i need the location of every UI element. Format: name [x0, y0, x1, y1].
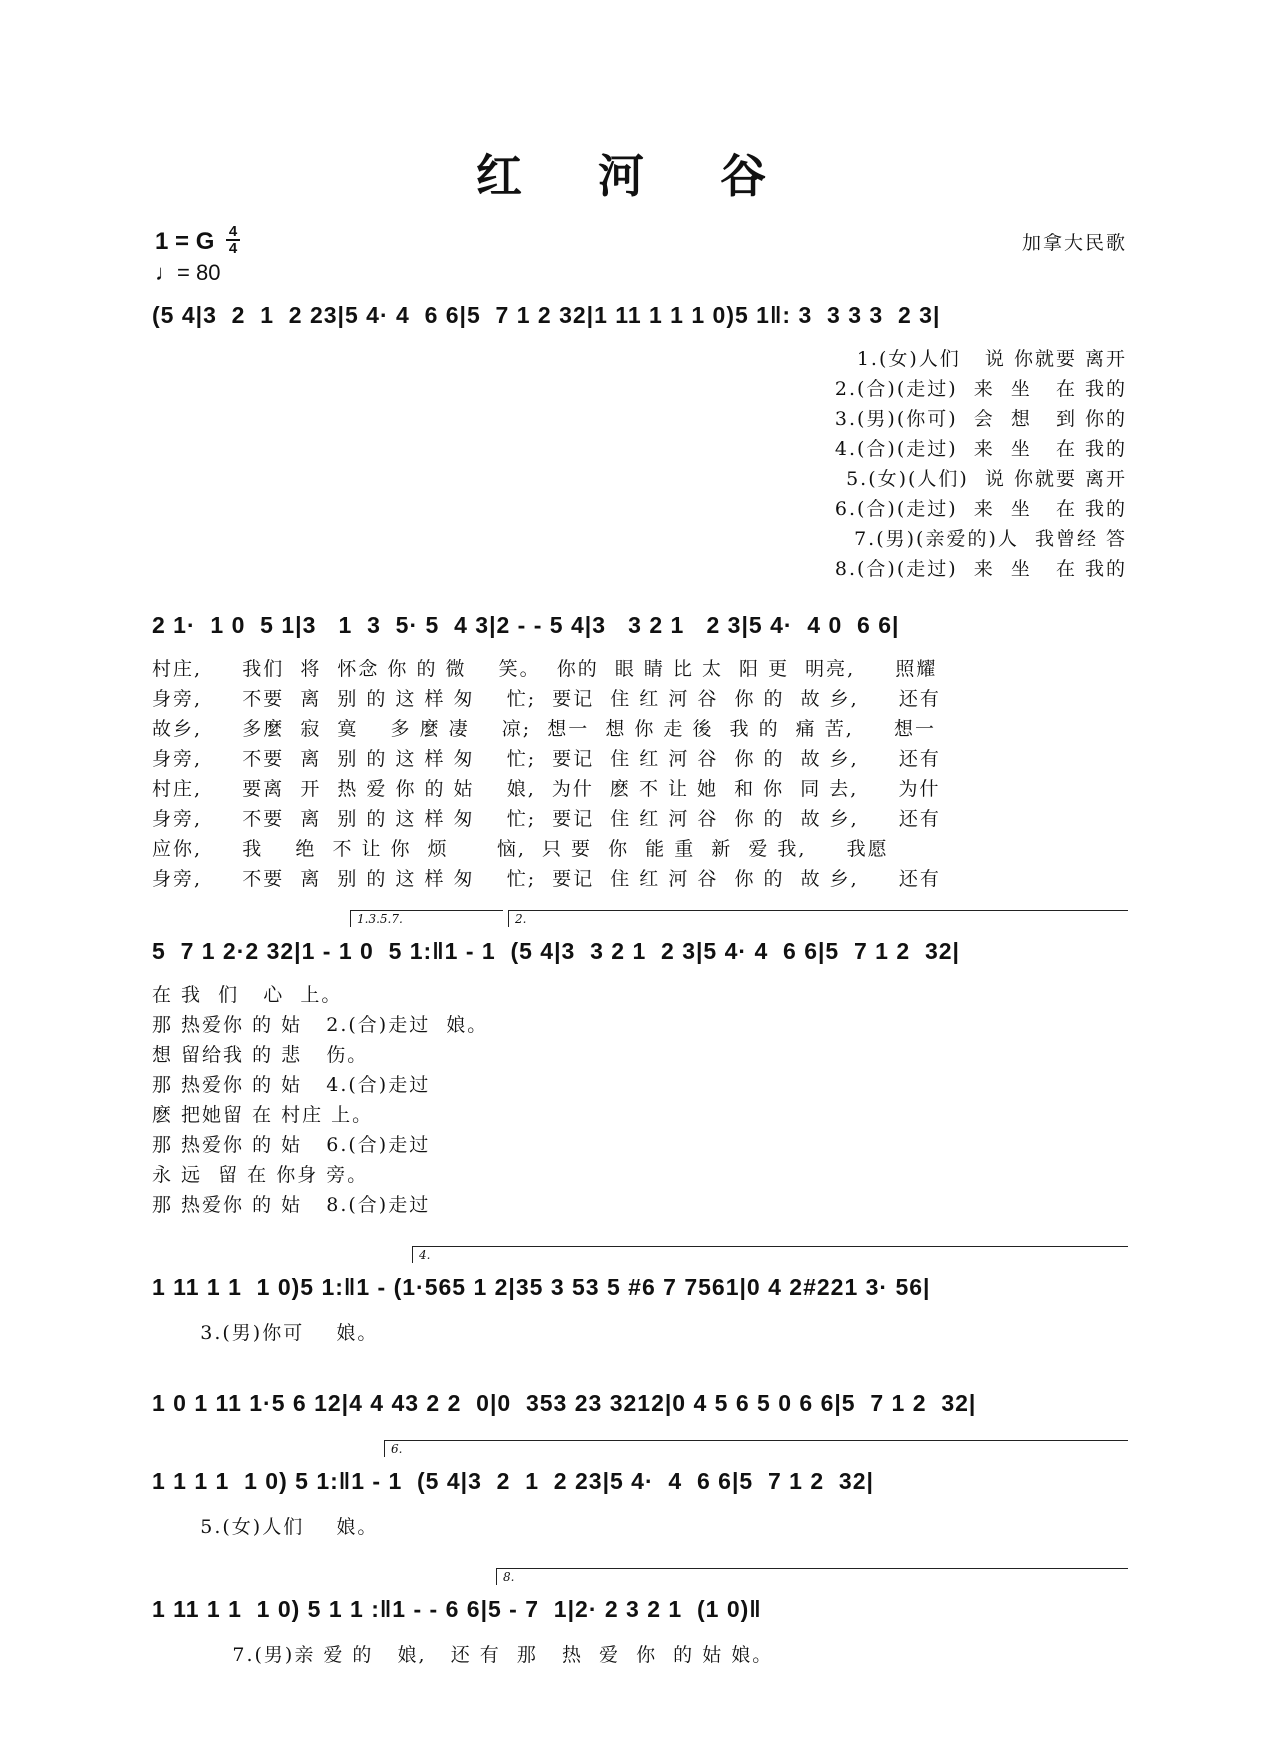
notes-line: 1 1 1 1 1 0) 5 1:‖1 - 1 (5 4|3 2 1 2 23|5 4· 4 6 6|5 7 1 2 32|: [152, 1468, 874, 1494]
lyric-line: 那 热爱你 的 姑 8.(合)走过: [152, 1194, 431, 1216]
notes-line: 1 11 1 1 1 0)5 1:‖1 - (1·565 1 2|35 3 53 5 #6 7 7561|0 4 2#221 3· 56|: [152, 1274, 931, 1300]
volta-label: 8.: [503, 1570, 515, 1584]
system-7: [152, 1568, 1127, 1678]
volta-bracket: [508, 910, 1128, 927]
lyric-line: 1.(女)人们 说 你就要 离开: [856, 348, 1127, 370]
lyric-line: 身旁, 不要 离 别 的 这 样 匆 忙; 要记 住 红 河 谷 你 的 故 乡, 还有: [152, 808, 941, 830]
time-signature: [226, 224, 240, 256]
key-signature: 1 = G: [155, 228, 215, 255]
lyric-line: 7.(男)亲 爱 的 娘, 还 有 那 热 爱 你 的 姑 娘。: [152, 1644, 774, 1666]
system-2: [152, 612, 1127, 902]
lyric-line: 2.(合)(走过) 来 坐 在 我的: [834, 378, 1127, 400]
lyric-line: 8.(合)(走过) 来 坐 在 我的: [834, 558, 1127, 580]
notes-line: 1 11 1 1 1 0) 5 1 1 :‖1 - - 6 6|5 - 7 1|2· 2 3 2 1 (1 0)‖: [152, 1596, 762, 1622]
volta-bracket: [412, 1246, 1128, 1263]
lyric-line: 在 我 们 心 上。: [152, 984, 343, 1006]
lyric-line: 5.(女)人们 娘。: [152, 1516, 379, 1538]
song-title: 红 河 谷: [475, 149, 797, 203]
volta-bracket: [384, 1440, 1128, 1457]
tempo-marking: ♩= 80: [155, 260, 221, 285]
lyric-line: 3.(男)你可 娘。: [152, 1322, 379, 1344]
notes-line: 5 7 1 2·2 32|1 - 1 0 5 1:‖1 - 1 (5 4|3 3 2 1 2 3|5 4· 4 6 6|5 7 1 2 32|: [152, 938, 960, 964]
lyric-line: 6.(合)(走过) 来 坐 在 我的: [834, 498, 1127, 520]
volta-label: 6.: [391, 1442, 403, 1456]
time-signature-bottom: 4: [228, 240, 238, 257]
system-1: [152, 302, 1127, 602]
volta-bracket: [350, 910, 503, 927]
lyric-line: 故乡, 多麼 寂 寞 多 麼 凄 凉; 想一 想 你 走 後 我 的 痛 苦, 想一: [152, 718, 936, 740]
lyric-line: 3.(男)(你可) 会 想 到 你的: [834, 408, 1127, 430]
volta-label: 1.3.5.7.: [357, 912, 403, 926]
composer: 加拿大民歌: [1021, 232, 1127, 254]
lyric-line: 麽 把她留 在 村庄 上。: [152, 1104, 374, 1126]
time-signature-top: 4: [228, 223, 238, 240]
lyric-line: 想 留给我 的 悲 伤。: [152, 1044, 369, 1066]
lyric-line: 身旁, 不要 离 别 的 这 样 匆 忙; 要记 住 红 河 谷 你 的 故 乡, 还有: [152, 868, 941, 890]
notes-line: 2 1· 1 0 5 1|3 1 3 5· 5 4 3|2 - - 5 4|3 3 2 1 2 3|5 4· 4 0 6 6|: [152, 612, 900, 638]
lyric-line: 那 热爱你 的 姑 6.(合)走过: [152, 1134, 431, 1156]
lyric-line: 那 热爱你 的 姑 4.(合)走过: [152, 1074, 431, 1096]
lyric-line: 4.(合)(走过) 来 坐 在 我的: [834, 438, 1127, 460]
system-3: [152, 910, 1127, 1216]
volta-label: 2.: [515, 912, 527, 926]
notes-line: (5 4|3 2 1 2 23|5 4· 4 6 6|5 7 1 2 32|1 11 1 1 1 0)5 1‖: 3 3 3 3 2 3|: [152, 302, 941, 328]
lyric-line: 永 远 留 在 你身 旁。: [152, 1164, 369, 1186]
lyric-line: 7.(男)(亲爱的)人 我曾经 答: [854, 528, 1127, 550]
notes-line: 1 0 1 11 1·5 6 12|4 4 43 2 2 0|0 353 23 3212|0 4 5 6 5 0 6 6|5 7 1 2 32|: [152, 1390, 977, 1416]
system-5: [152, 1380, 1127, 1430]
volta-label: 4.: [419, 1248, 431, 1262]
lyric-line: 身旁, 不要 离 别 的 这 样 匆 忙; 要记 住 红 河 谷 你 的 故 乡, 还有: [152, 748, 941, 770]
lyric-line: 应你, 我 绝 不 让 你 烦 恼, 只 要 你 能 重 新 爱 我, 我愿: [152, 838, 889, 860]
system-6: [152, 1440, 1127, 1550]
volta-bracket: [496, 1568, 1128, 1585]
lyric-line: 村庄, 要离 开 热 爱 你 的 姑 娘, 为什 麽 不 让 她 和 你 同 去, 为什: [152, 778, 941, 800]
lyric-line: 5.(女)(人们) 说 你就要 离开: [846, 468, 1127, 490]
lyric-line: 身旁, 不要 离 别 的 这 样 匆 忙; 要记 住 红 河 谷 你 的 故 乡, 还有: [152, 688, 941, 710]
lyric-line: 那 热爱你 的 姑 2.(合)走过 娘。: [152, 1014, 489, 1036]
lyric-line: 村庄, 我们 将 怀念 你 的 微 笑。 你的 眼 睛 比 太 阳 更 明亮, 照耀: [152, 658, 938, 680]
system-4: [152, 1246, 1127, 1356]
